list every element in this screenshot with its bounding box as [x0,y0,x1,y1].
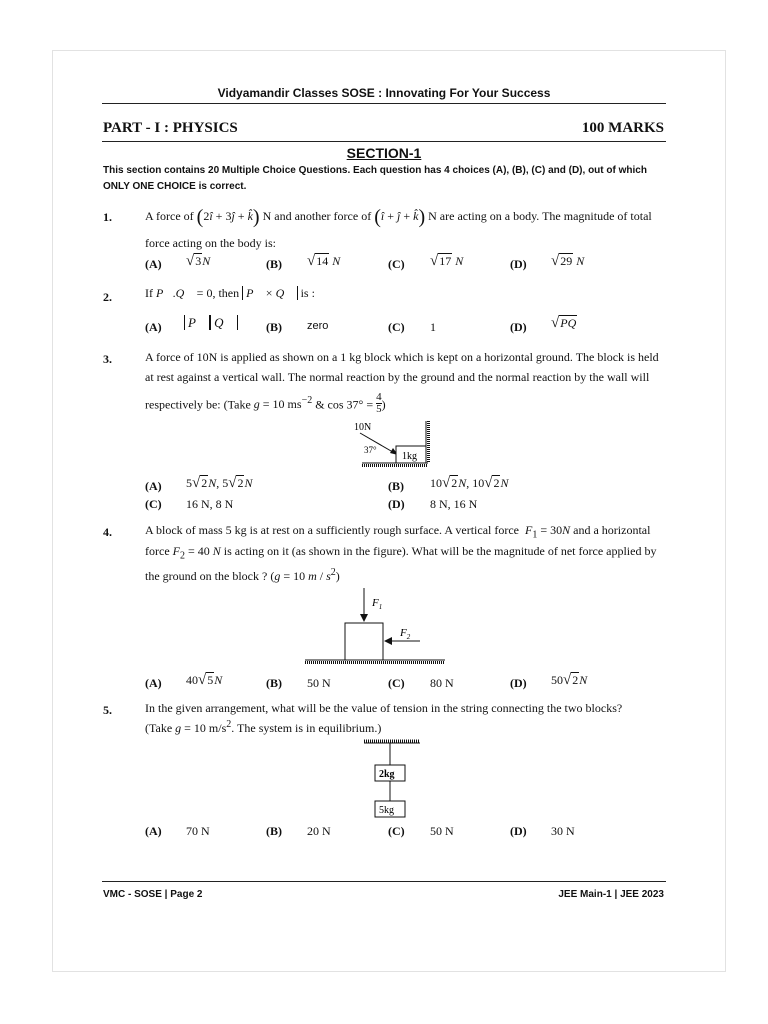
question-text-part: N are acting on a body. The magnitude of total [428,209,652,223]
question-text-line [145,523,650,540]
block-label: 1kg [402,451,417,462]
arrow-head [360,614,368,622]
option-value[interactable]: 8 N, 16 N [430,497,478,511]
block-5kg-label: 5kg [379,805,394,816]
part-rule [102,141,666,142]
option-value[interactable]: √29 N [551,253,585,269]
option-label[interactable]: (D) [510,676,527,690]
option-label[interactable]: (A) [145,676,162,690]
option-label[interactable]: (B) [266,257,282,271]
option-label[interactable]: (C) [388,676,405,690]
dot-product: P⃗.Q⃗ [156,286,194,300]
option-value[interactable]: zero [307,320,329,332]
option-value[interactable]: 16 N, 8 N [186,497,234,511]
marks-label: 100 MARKS [581,120,664,136]
question-text-line [145,567,340,584]
question-text-line [145,544,656,561]
option-label[interactable]: (B) [266,320,282,334]
option-label[interactable]: (C) [388,257,405,271]
question-text [145,286,315,301]
question-text-part: = 0, then [196,286,240,300]
block-2kg-label: 2kg [379,769,395,780]
option-value[interactable]: 20 N [307,824,331,838]
option-label[interactable]: (A) [145,824,162,838]
question-text-line [145,719,381,736]
force-label: 10N [354,422,372,433]
part-title: PART - I : PHYSICS [103,120,238,136]
option-value[interactable]: 50 N [430,824,454,838]
force-vector-1: (2î + 3ĵ + k̂) [196,206,260,228]
option-value[interactable]: 50√2N [551,672,588,688]
question-text-part: (Take [145,721,173,735]
option-value[interactable]: 40√5N [186,672,223,688]
question-text [145,206,652,229]
footer-left: VMC - SOSE | Page 2 [103,889,203,900]
option-label[interactable]: (D) [510,824,527,838]
question-text-part: N and another force of [262,209,372,223]
question-number: 3. [103,352,112,366]
question-number: 5. [103,703,112,717]
option-value[interactable]: 1 [430,320,436,334]
option-label[interactable]: (D) [510,257,527,271]
option-value[interactable]: 50 N [307,676,331,690]
question-text-line: at rest against a vertical wall. The normal reaction by the ground and the normal reaction by the wall will [145,370,650,384]
arrow-head [384,637,392,645]
question-text-line: A force of 10N is applied as shown on a 1 kg block which is kept on a horizontal ground. The block is held [145,350,659,364]
option-value[interactable]: 70 N [186,824,210,838]
footer-rule [102,881,666,882]
force-f2: $F_2 = 40$ N [172,544,221,562]
option-label[interactable]: (B) [266,676,282,690]
question-text-part: force [145,544,170,558]
gravity-value: g = 10 $m/s^2$ [175,719,232,735]
gravity-value: g = 10 $ms^{-2}$ [253,395,313,412]
question-text-part: the ground on the block ? [145,569,268,583]
institute-header: Vidyamandir Classes SOSE : Innovating For Your Success [217,86,551,100]
option-label[interactable]: (B) [388,479,404,493]
option-label[interactable]: (C) [388,320,405,334]
option-value[interactable]: √3N [186,253,211,269]
cross-product: P⃗ × Q⃗ [242,286,297,300]
section-instructions: This section contains 20 Multiple Choice Questions. Each question has 4 choices (A), (B), (C) and (D), out of which [103,165,647,176]
header-rule [102,103,666,104]
section-instructions-2: ONLY ONE CHOICE is correct. [103,181,247,192]
fraction: $\frac{4}{5}$ [376,391,382,415]
option-label[interactable]: (A) [145,479,162,493]
question-text-part: respectively be: (Take [145,397,251,412]
question-text-part: and a horizontal [573,523,651,537]
option-label[interactable]: (C) [388,824,405,838]
footer-right: JEE Main-1 | JEE 2023 [558,889,664,900]
option-value[interactable]: √17 N [430,253,464,269]
force-vector-2: (î + ĵ + k̂) [374,206,426,228]
block-forces-figure [300,586,450,666]
question-number: 1. [103,210,112,224]
question-text-line: In the given arrangement, what will be the value of tension in the string connecting the two blocks? [145,701,623,715]
option-label[interactable]: (A) [145,320,162,334]
option-label[interactable]: (D) [510,320,527,334]
question-number: 2. [103,290,112,304]
block [345,623,383,660]
section-title: SECTION-1 [346,145,422,161]
gravity-value: (g = 10 m / $s^2$) [270,567,340,583]
question-text-part: A force of [145,209,194,223]
question-text-part: . The system is in equilibrium.) [231,721,382,735]
question-text-part: & cos 37° = [315,397,374,412]
question-number: 4. [103,525,112,539]
question-text-part: is acting on it (as shown in the figure). What will be the magnitude of net force applied by [223,544,657,558]
option-value[interactable]: 5√2N, 5√2N [186,475,253,491]
angle-label: 37° [364,445,377,455]
block-wall-figure [340,415,440,471]
question-text-part: is : [300,286,315,300]
option-label[interactable]: (C) [145,497,162,511]
question-text-line: respectively be: (Take g = 10 $ms^{-2}$ & cos 37° = $\frac{4}{5}$ ) [145,391,386,415]
question-text-line: force acting on the body is: [145,236,276,250]
option-label[interactable]: (B) [266,824,282,838]
option-value[interactable]: 30 N [551,824,575,838]
option-value[interactable]: 80 N [430,676,454,690]
option-value[interactable]: 10√2N, 10√2N [430,475,509,491]
option-label[interactable]: (D) [388,497,405,511]
force-f1: $F_1 = 30N$ [525,523,571,541]
f2-label: $F_2$ [400,627,411,641]
option-value[interactable]: P⃗ Q⃗ [184,315,238,331]
option-value[interactable]: √14 N [307,253,341,269]
question-text-part: If [145,286,153,300]
f1-label: $F_1$ [372,597,383,611]
question-text-part: A block of mass 5 kg is at rest on a sufficiently rough surface. A vertical force [145,523,520,537]
option-label[interactable]: (A) [145,257,162,271]
option-value[interactable]: √PQ [551,315,577,331]
hanging-blocks-figure [358,736,428,820]
